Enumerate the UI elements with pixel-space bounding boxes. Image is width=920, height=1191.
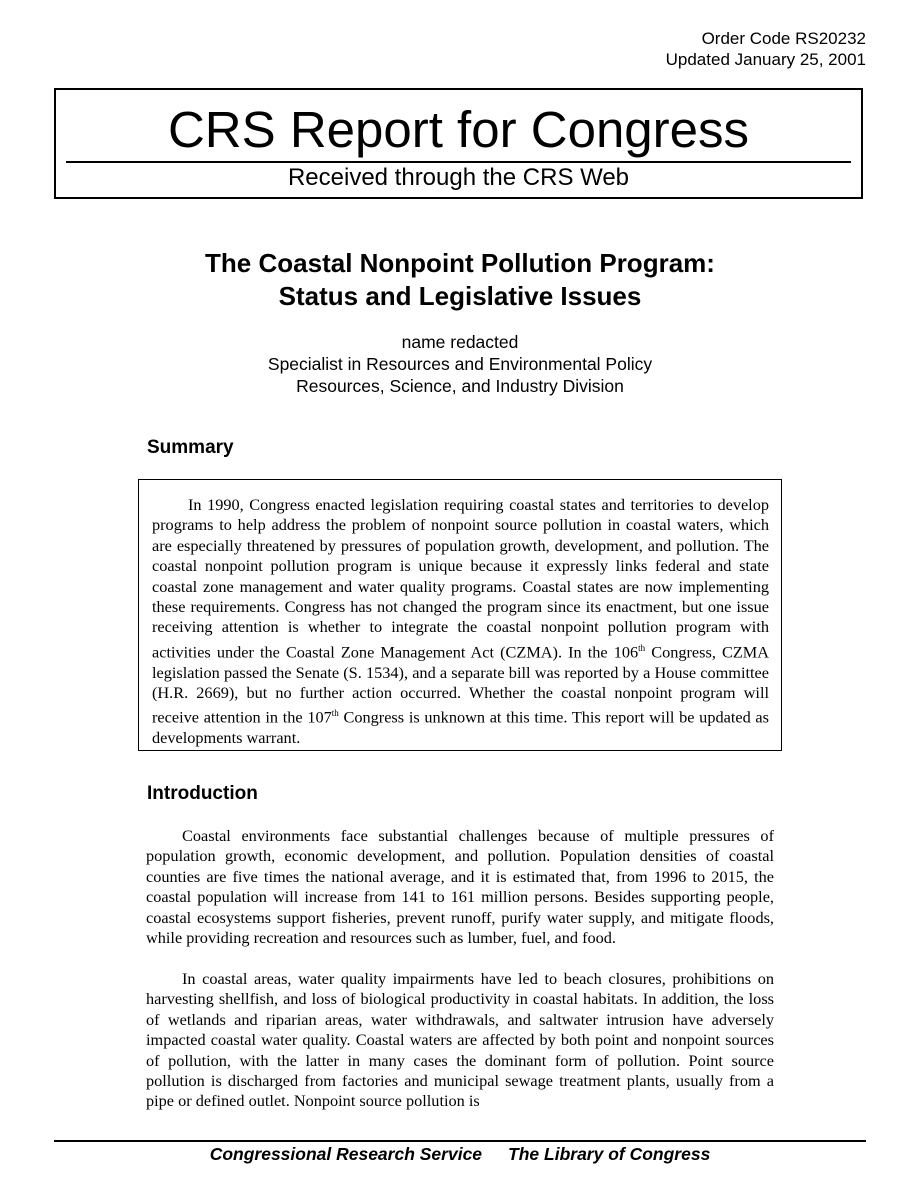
summary-sup-a: th	[638, 642, 646, 653]
summary-paragraph	[152, 495, 769, 749]
summary-text-b: Congress, CZMA legislation passed the Senate (S. 1534), and a separate bill was reported by a House committee (H.R. 2669), but no further action occurred. Whether the coastal nonpoint program will receive attention in the 107	[152, 642, 770, 727]
summary-text-c: Congress is unknown at this time. This report will be updated as developments warrant.	[152, 707, 769, 748]
summary-text-a: In 1990, Congress enacted legislation requiring coastal states and territories to develop programs to help address the problem of nonpoint source pollution in coastal waters, which are especially threatened by pressures of population growth, development, and pollution. The coastal nonpoint pollution program is unique because it expressly links federal and state coastal zone management and water quality programs. Coastal states are now implementing these requirements. Congress has not changed the program since its enactment, but one issue receiving attention is whether to integrate the coastal nonpoint pollution program with activities under the Coastal Zone Management Act (CZMA). In the 106	[152, 495, 769, 662]
footer-right: The Library of Congress	[508, 1144, 711, 1164]
footer-left: Congressional Research Service	[209, 1144, 483, 1164]
report-banner	[54, 88, 863, 199]
banner-subtitle: Received through the CRS Web	[287, 164, 630, 191]
updated-date: Updated January 25, 2001	[665, 50, 866, 69]
banner-divider	[66, 161, 851, 163]
author-role: Specialist in Resources and Environmental Policy	[267, 354, 653, 374]
introduction-heading: Introduction	[147, 783, 258, 804]
introduction-paragraph-2-wrap	[146, 969, 774, 1112]
summary-box	[138, 479, 782, 751]
order-code: Order Code RS20232	[701, 29, 866, 48]
introduction-paragraph-2: In coastal areas, water quality impairments have led to beach closures, prohibitions on harvesting shellfish, and loss of biological productivity in coastal habitats. In addition, the loss of wetlands and riparian areas, water withdrawals, and saltwater intrusion have adversely impacted coastal water quality. Coastal waters are affected by both point and nonpoint sources of pollution, with the latter in many cases the dominant form of pollution. Point source pollution is discharged from factories and municipal sewage treatment plants, usually from a pipe or defined outlet. Nonpoint source pollution is	[146, 969, 774, 1111]
summary-sup-b: th	[331, 708, 339, 719]
footer-divider	[54, 1140, 866, 1142]
document-title	[0, 247, 920, 313]
introduction-paragraph-1: Coastal environments face substantial challenges because of multiple pressures of population growth, economic development, and pollution. Population densities of coastal counties are five times the national average, and it is estimated that, from 1996 to 2015, the coastal population will increase from 141 to 161 million persons. Besides supporting people, coastal ecosystems support fisheries, prevent runoff, purify water supply, and mitigate floods, while providing recreation and resources such as lumber, fuel, and food.	[146, 826, 774, 948]
author-division: Resources, Science, and Industry Division	[296, 376, 624, 396]
summary-heading: Summary	[147, 437, 234, 458]
order-info	[666, 28, 866, 70]
footer	[0, 1143, 920, 1165]
document-title-line-2: Status and Legislative Issues	[278, 281, 642, 311]
banner-title: CRS Report for Congress	[167, 101, 750, 158]
introduction-paragraph-1-wrap	[146, 826, 774, 948]
document-title-line-1: The Coastal Nonpoint Pollution Program:	[205, 248, 715, 278]
author-name: name redacted	[401, 332, 519, 352]
author-block	[0, 331, 920, 397]
